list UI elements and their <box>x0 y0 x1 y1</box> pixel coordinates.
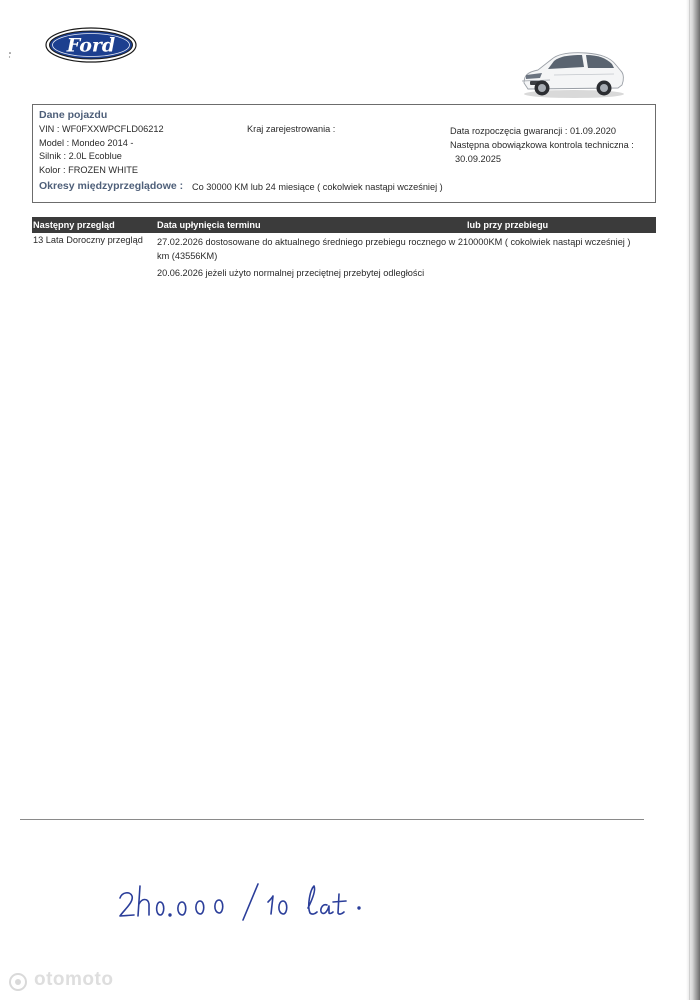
scan-speck <box>8 45 12 51</box>
registration-country-field: Kraj zarejestrowania : <box>247 124 336 134</box>
ford-logo <box>45 27 137 63</box>
table-header-bar <box>32 217 656 233</box>
due-date-line-2: km (43556KM) <box>157 251 218 261</box>
due-date-line-3: 20.06.2026 jeżeli użyto normalnej przeciętnej przebytej odległości <box>157 268 425 278</box>
intervals-label: Okresy międzyprzeglądowe : <box>39 180 184 192</box>
watermark-icon <box>8 972 28 992</box>
warranty-start-field: Data rozpoczęcia gwarancji : 01.09.2020 <box>450 126 616 136</box>
vin-field: VIN : WF0FXXWPCFLD06212 <box>39 124 164 134</box>
inspection-date: 30.09.2025 <box>455 154 501 164</box>
engine-field: Silnik : 2.0L Ecoblue <box>39 151 122 161</box>
inspection-label: Następna obowiązkowa kontrola techniczna : <box>450 140 634 150</box>
handwritten-note <box>112 878 380 926</box>
due-date-line-1: 27.02.2026 dostosowane do aktualnego średniego przebiegu rocznego w 210000KM ( cokolwiek nastąpi wcześniej ) <box>157 237 631 247</box>
divider-line <box>20 819 644 820</box>
column-header-due-date: Data upłynięcia terminu <box>157 220 261 230</box>
scan-edge-shadow <box>686 0 700 1000</box>
ford-logo-text: Ford <box>66 34 116 57</box>
model-field: Model : Mondeo 2014 - <box>39 138 134 148</box>
column-header-mileage: lub przy przebiegu <box>467 220 549 230</box>
section-title: Dane pojazdu <box>39 109 108 121</box>
column-header-next-service: Następny przegląd <box>33 220 115 230</box>
intervals-value: Co 30000 KM lub 24 miesiące ( cokolwiek nastąpi wcześniej ) <box>192 182 443 192</box>
service-name: 13 Lata Doroczny przegląd <box>33 235 143 245</box>
color-field: Kolor : FROZEN WHITE <box>39 165 139 175</box>
watermark-text: otomoto <box>34 969 114 990</box>
car-illustration <box>518 45 626 99</box>
